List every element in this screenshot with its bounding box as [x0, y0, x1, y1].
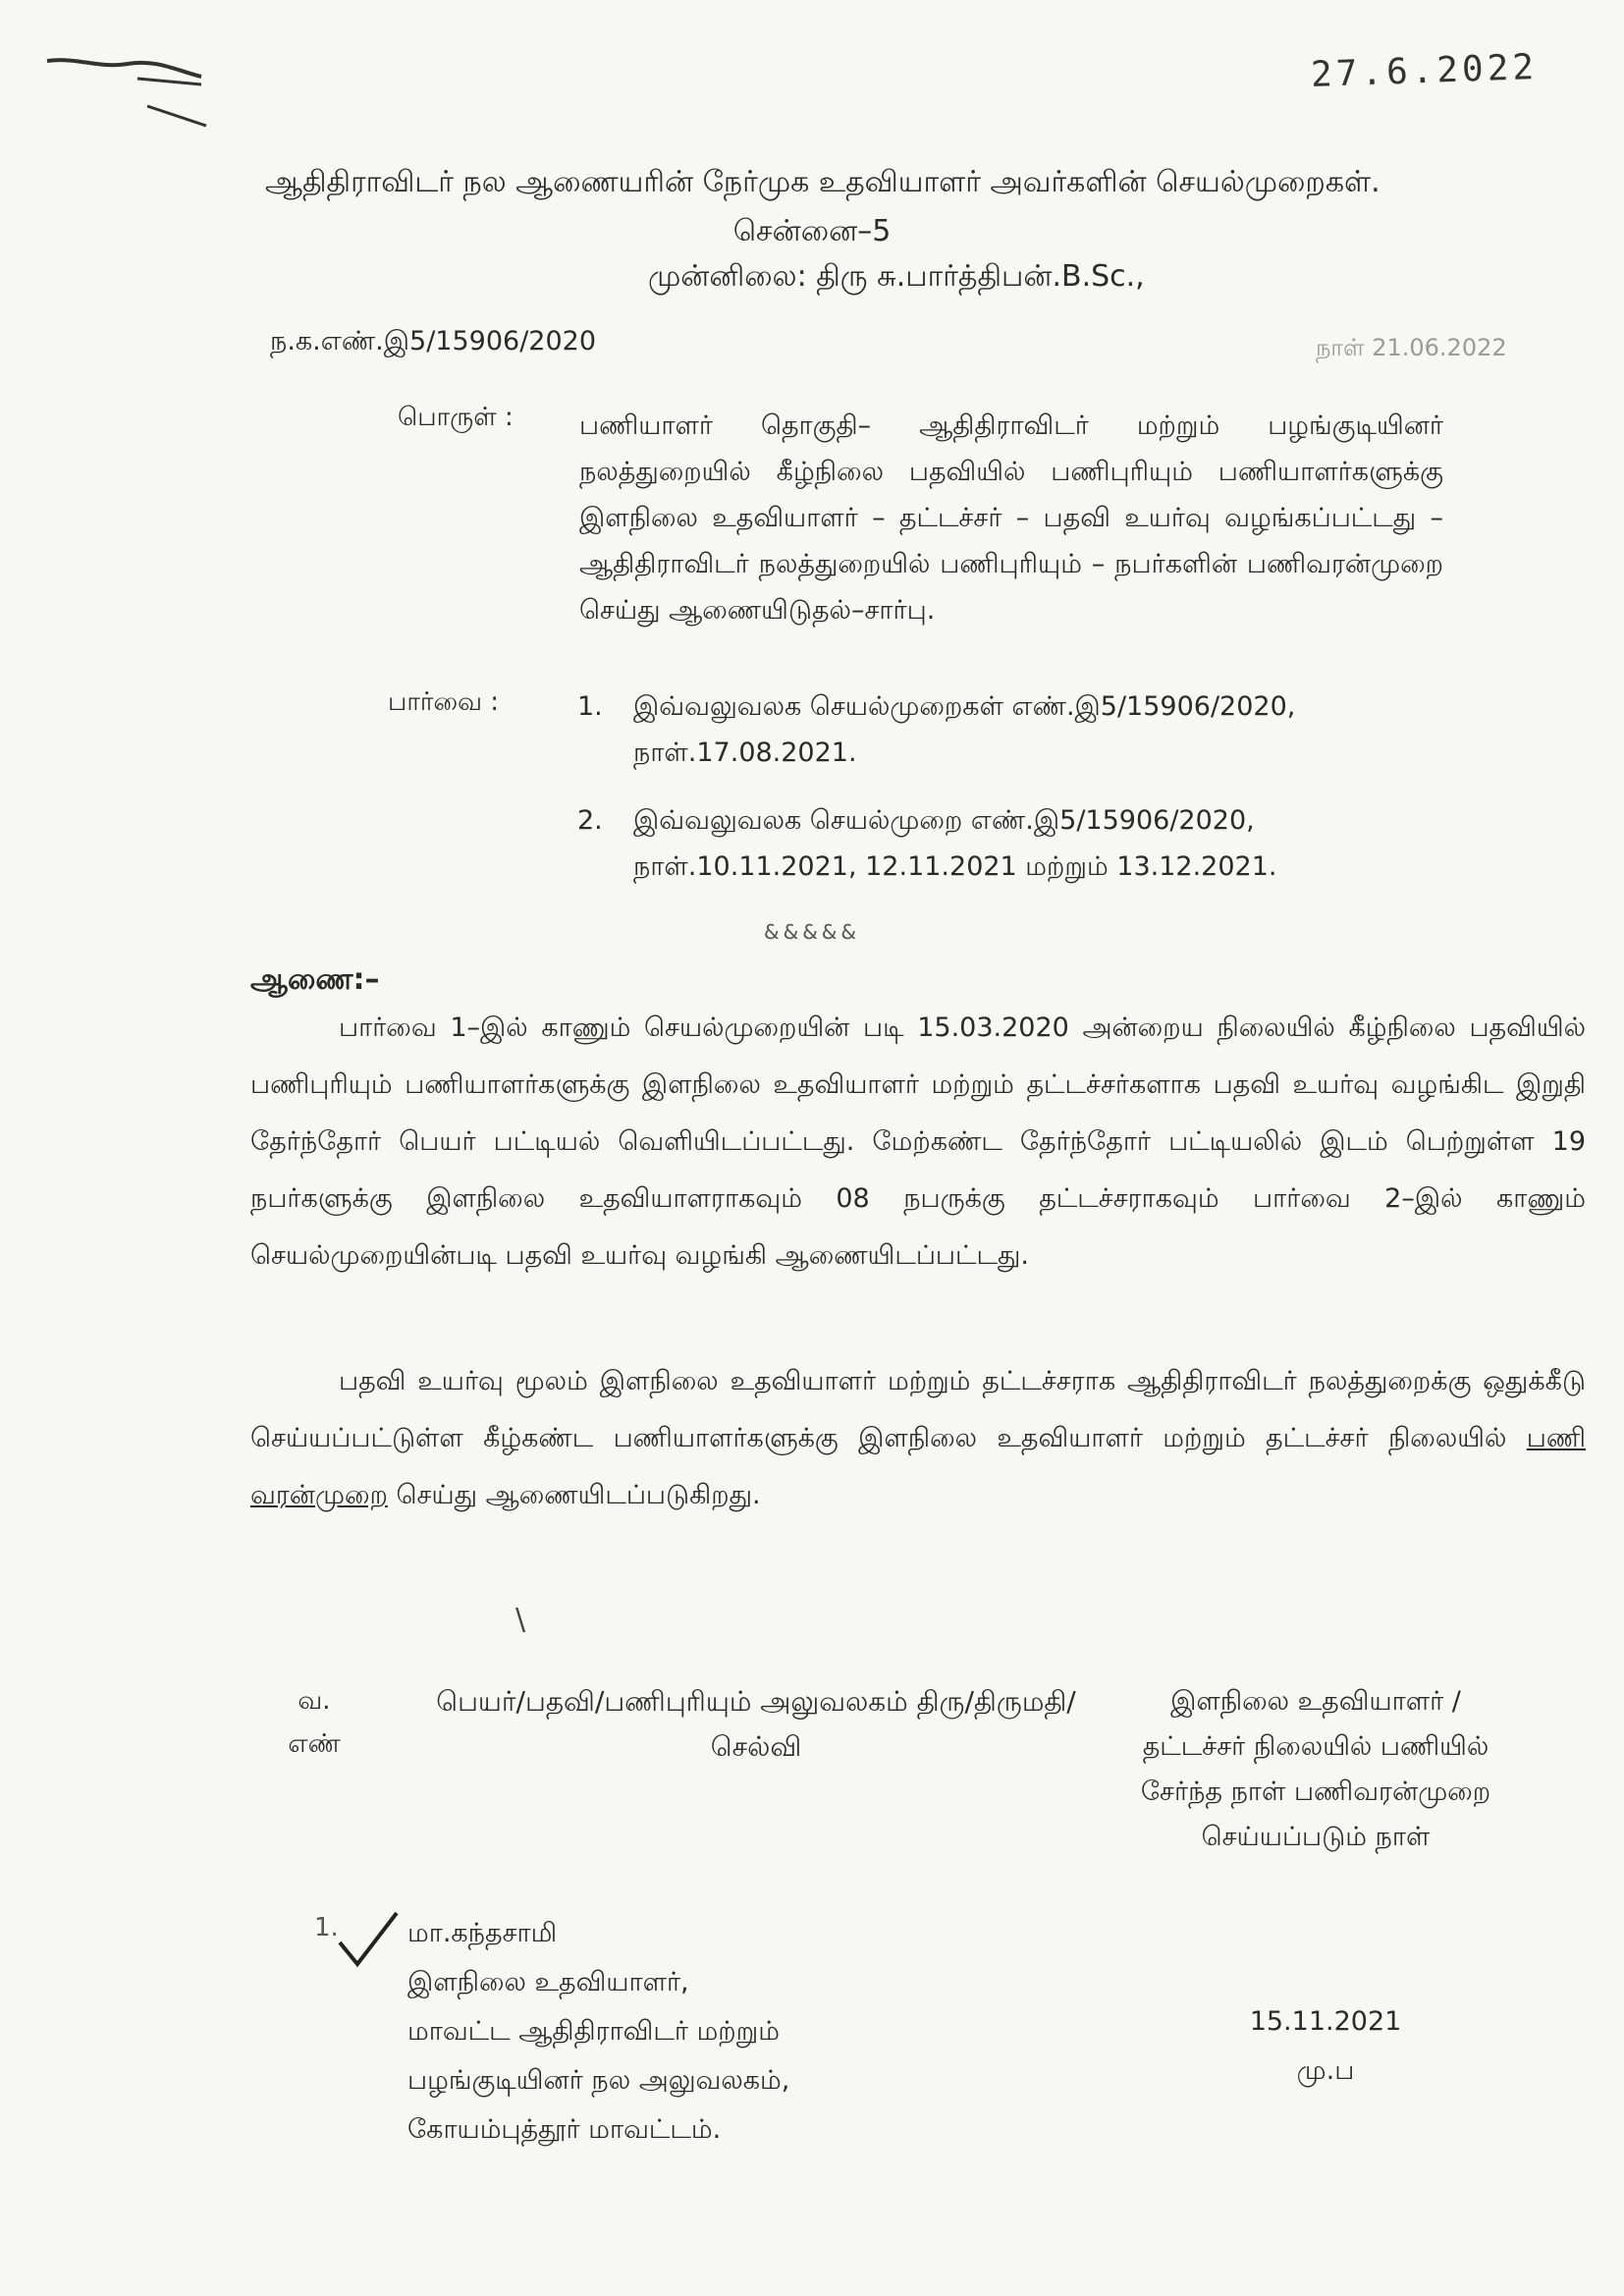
- reference-number: ந.க.எண்.இ5/15906/2020: [270, 326, 597, 356]
- employee-district: கோயம்புத்தூர் மாவட்டம்.: [407, 2114, 722, 2145]
- table-row-date: [1218, 1997, 1434, 2096]
- subject-label: பொருள் :: [398, 403, 514, 432]
- section-separator: &&&&&: [764, 920, 860, 944]
- order-paragraph-2-end: செய்து ஆணையிடப்படுகிறது.: [387, 1480, 761, 1510]
- reference-date: நாள் 21.06.2022: [1316, 334, 1507, 361]
- table-header-dates: இளநிலை உதவியாளர் / தட்டச்சர் நிலையில் பணியில் சேர்ந்த நாள் பணிவரன்முறை செய்யப்படும் நாள்: [1140, 1686, 1491, 1852]
- presided-by: முன்னிலை: திரு சு.பார்த்திபன்.B.Sc.,: [648, 259, 1145, 294]
- employee-office-line: பழங்குடியினர் நல அலுவலகம்,: [407, 2065, 790, 2096]
- employee-name: மா.கந்தசாமி: [407, 1918, 558, 1948]
- pen-mark: \: [515, 1603, 526, 1637]
- regularisation-date: 15.11.2021: [1249, 2006, 1402, 2037]
- table-header-name: பெயர்/பதவி/பணிபுரியும் அலுவலகம் திரு/திருமதி/செல்வி: [436, 1685, 1076, 1763]
- handwritten-date: 27.6.2022: [1310, 46, 1539, 96]
- references-label: பார்வை :: [388, 687, 500, 717]
- employee-office-line: மாவட்ட ஆதிதிராவிடர் மற்றும்: [407, 2016, 780, 2047]
- office-title: ஆதிதிராவிடர் நல ஆணையரின் நேர்முக உதவியாளர் அவர்களின் செயல்முறைகள்.: [265, 165, 1380, 199]
- reference-item-number: 1.: [577, 691, 603, 722]
- order-paragraph-2: [250, 1353, 1586, 1524]
- reference-item-text: இவ்வலுவலக செயல்முறைகள் எண்.இ5/15906/2020, நாள்.17.08.2021.: [633, 691, 1296, 768]
- reference-item-number: 2.: [577, 805, 603, 836]
- employee-designation: இளநிலை உதவியாளர்,: [407, 1967, 689, 1997]
- subject-text: பணியாளர் தொகுதி– ஆதிதிராவிடர் மற்றும் பழங்குடியினர் நலத்துறையில் கீழ்நிலை பதவியில் பணிபுரியும் பணியாளர்களுக்கு இளநிலை உதவியாளர் – தட்டச்சர் – பதவி உயர்வு வழங்கப்பட்டது – ஆதிதிராவிடர் நலத்துறையில் பணிபுரியும் – நபர்களின் பணிவரன்முறை செய்து ஆணையிடுதல்–சார்பு.: [579, 410, 1443, 626]
- office-city: சென்னை–5: [732, 214, 892, 248]
- underlined-phrase: பணி வரன்முறை: [250, 1423, 1586, 1510]
- order-paragraph-2-text: பதவி உயர்வு மூலம் இளநிலை உதவியாளர் மற்றும் தட்டச்சராக ஆதிதிராவிடர் நலத்துறைக்கு ஒதுக்கீடு செய்யப்பட்டுள்ள கீழ்கண்ட பணியாளர்களுக்கு இளநிலை உதவியாளர் மற்றும் தட்டச்சர் நிலையில்: [250, 1366, 1586, 1453]
- order-paragraph-1: பார்வை 1–இல் காணும் செயல்முறையின் படி 15.03.2020 அன்றைய நிலையில் கீழ்நிலை பதவியில் பணிபுரியும் பணியாளர்களுக்கு இளநிலை உதவியாளர் மற்றும் தட்டச்சர்களாக பதவி உயர்வு வழங்கிட இறுதி தேர்ந்தோர் பெயர் பட்டியல் வெளியிடப்பட்டது. மேற்கண்ட தேர்ந்தோர் பட்டியலில் இடம் பெற்றுள்ள 19 நபர்களுக்கு இளநிலை உதவியாளராகவும் 08 நபருக்கு தட்டச்சராகவும் பார்வை 2–இல் காணும் செயல்முறையின்படி பதவி உயர்வு வழங்கி ஆணையிடப்பட்டது.: [250, 1012, 1586, 1271]
- order-heading: ஆணை:–: [250, 962, 380, 997]
- pen-scribble-mark: [39, 49, 216, 137]
- check-mark-icon: [334, 1909, 403, 1978]
- reference-item-text: இவ்வலுவலக செயல்முறை எண்.இ5/15906/2020, நாள்.10.11.2021, 12.11.2021 மற்றும் 13.12.2021.: [633, 805, 1277, 882]
- table-row-name: [407, 1909, 789, 2155]
- table-row-serial: 1.: [314, 1913, 339, 1942]
- session-label: மு.ப: [1296, 2055, 1355, 2086]
- table-header-serial: வ. எண்: [288, 1686, 341, 1759]
